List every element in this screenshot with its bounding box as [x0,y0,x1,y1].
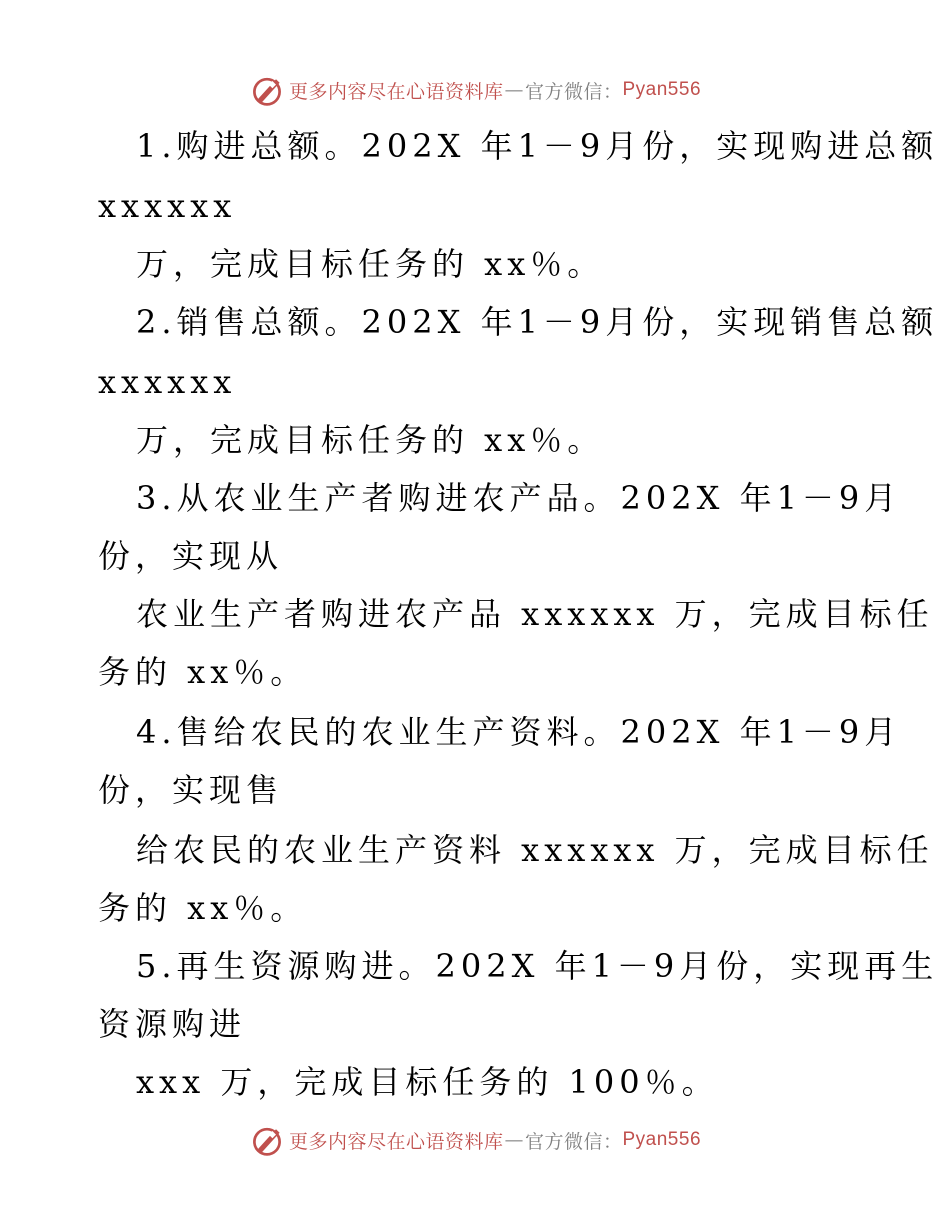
paragraph-line: 3.从农业生产者购进农产品。202X 年1－9月 [136,479,902,517]
paragraph-line: 1.购进总额。202X 年1－9月份，实现购进总额 [136,127,939,165]
pen-logo-icon [249,72,285,108]
paragraph-line: 给农民的农业生产资料 xxxxxx 万，完成目标任 [136,831,934,869]
banner-account: Pyan556 [622,79,702,100]
header-watermark-banner [0,70,950,110]
paragraph-line: xxx 万，完成目标任务的 100％。 [136,1063,719,1101]
paragraph-line: 务的 xx％。 [98,889,308,927]
paragraph-line: 万，完成目标任务的 xx％。 [136,245,605,283]
banner-slogan: 更多内容尽在心语资料库 [288,1130,504,1153]
paragraph-line: 份，实现售 [98,771,284,809]
paragraph-line: xxxxxx [98,363,237,401]
banner-wechat-label: 官方微信： [524,1130,623,1153]
paragraph-line: 2.销售总额。202X 年1－9月份，实现销售总额 [136,303,939,341]
paragraph-line: 份，实现从 [98,537,284,575]
paragraph-line: 务的 xx％。 [98,653,308,691]
footer-watermark-banner [0,1120,950,1160]
banner-slogan: 更多内容尽在心语资料库 [288,80,504,103]
paragraph-line: 资源购进 [98,1005,247,1043]
banner-dash: — [504,79,524,101]
paragraph-line: 农业生产者购进农产品 xxxxxx 万，完成目标任 [136,595,934,633]
paragraph-line: 万，完成目标任务的 xx％。 [136,421,605,459]
banner-wechat-label: 官方微信： [524,80,623,103]
paragraph-line: 5.再生资源购进。202X 年1－9月份，实现再生 [136,947,939,985]
pen-logo-icon [249,1122,285,1158]
paragraph-line: xxxxxx [98,187,237,225]
paragraph-line: 4.售给农民的农业生产资料。202X 年1－9月 [136,713,902,751]
banner-dash: — [504,1129,524,1151]
banner-account: Pyan556 [622,1129,702,1150]
